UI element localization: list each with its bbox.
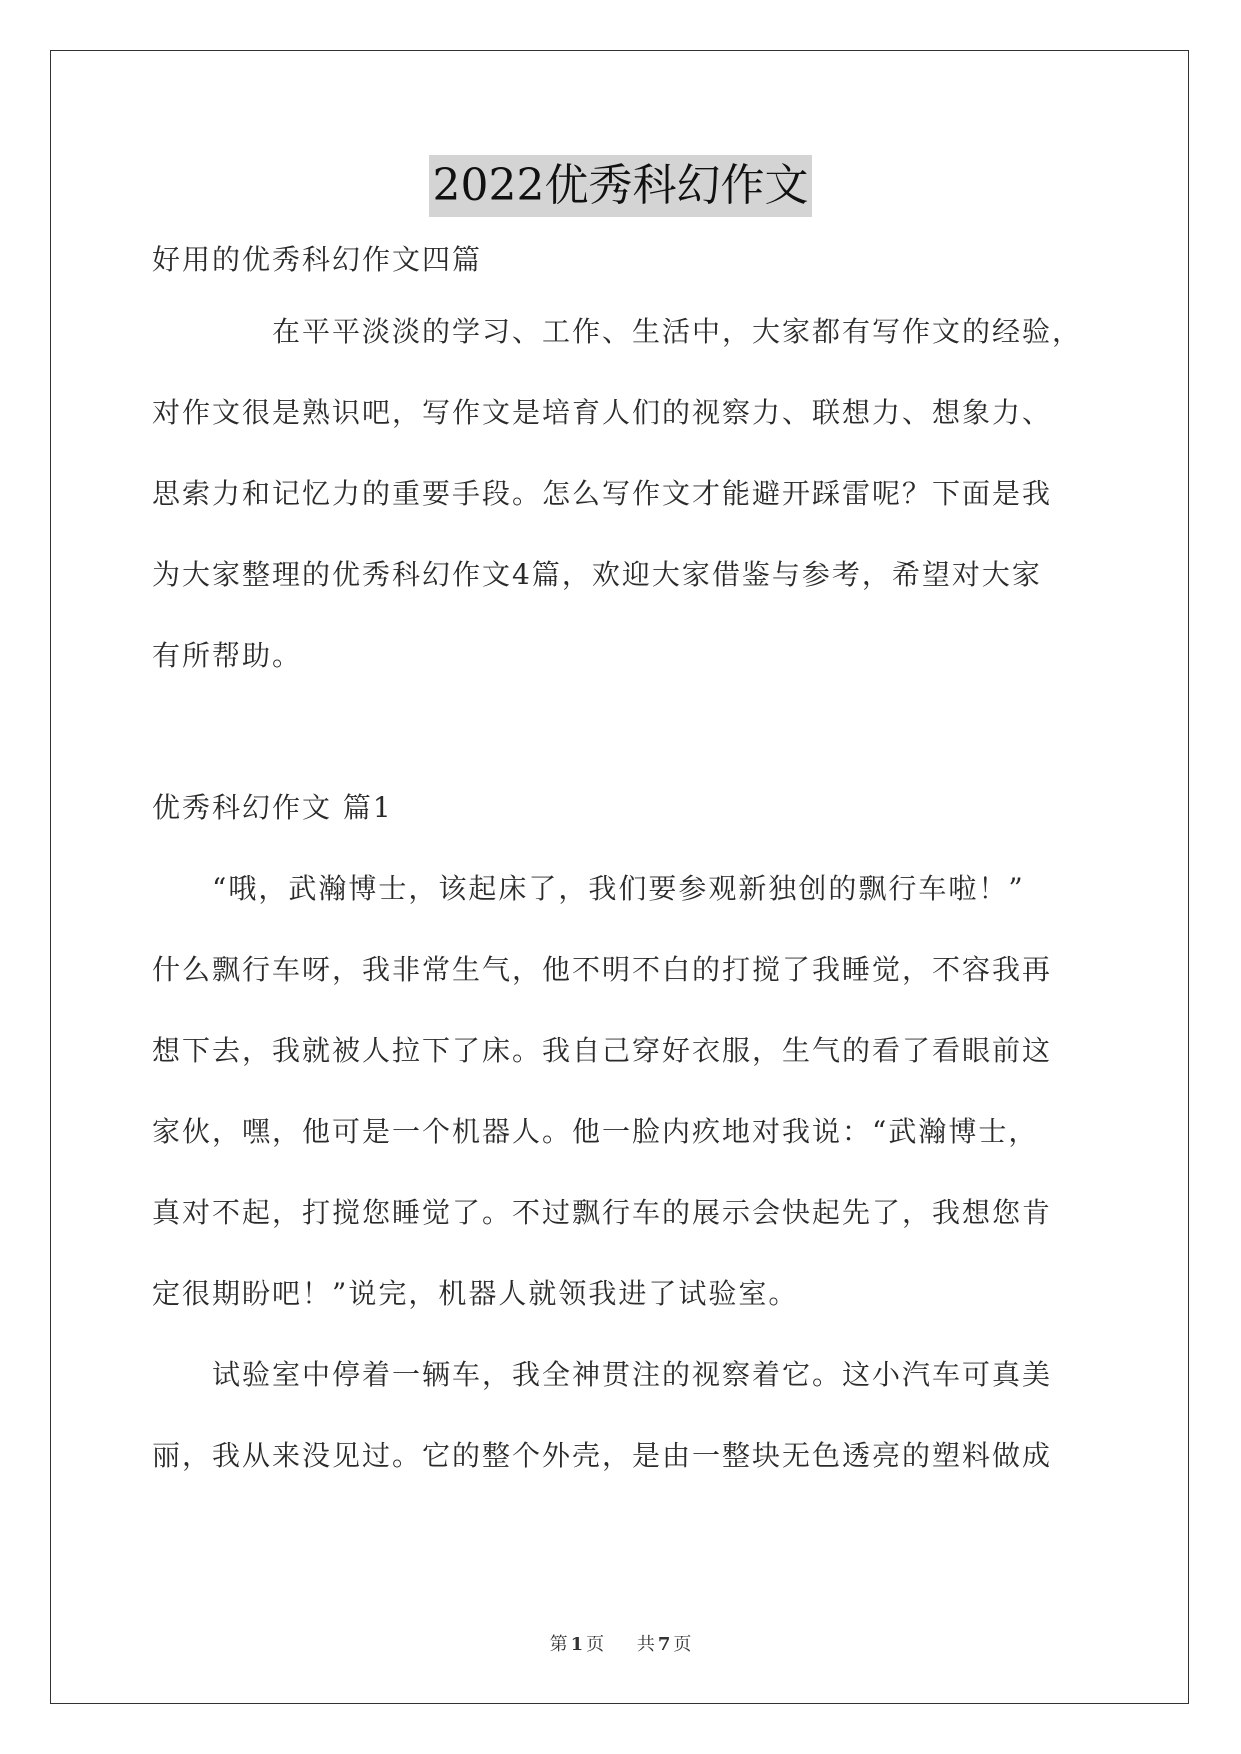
body-line: 对作文很是熟识吧，写作文是培育人们的视察力、联想力、想象力、 [152,396,1053,429]
body-line: 家伙，嘿，他可是一个机器人。他一脸内疚地对我说：“武瀚博士， [152,1115,1039,1148]
body-line: 为大家整理的优秀科幻作文4篇，欢迎大家借鉴与参考，希望对大家 [152,558,1042,591]
title-wrapper [0,155,1241,217]
body-line: 真对不起，打搅您睡觉了。不过飘行车的展示会快起先了，我想您肯 [152,1196,1053,1229]
page-footer [0,1630,1241,1656]
body-line: 试验室中停着一辆车，我全神贯注的视察着它。这小汽车可真美 [152,1358,1053,1391]
subtitle-line: 好用的优秀科幻作文四篇 [152,243,483,276]
page-suffix: 页 [586,1634,605,1655]
total-pages: 7 [657,1634,671,1655]
document-title: 2022优秀科幻作文 [429,155,813,217]
body-line: 定很期盼吧！”说完，机器人就领我进了试验室。 [152,1277,799,1310]
body-line: 思索力和记忆力的重要手段。怎么写作文才能避开踩雷呢？下面是我 [152,477,1053,510]
body-line: 有所帮助。 [152,639,303,672]
body-line: “哦，武瀚博士，该起床了，我们要参观新独创的飘行车啦！” [152,872,1025,905]
body-line: 丽，我从来没见过。它的整个外壳，是由一整块无色透亮的塑料做成 [152,1439,1053,1472]
page-number: 1 [570,1634,584,1655]
body-line: 在平平淡淡的学习、工作、生活中，大家都有写作文的经验， [152,315,1083,348]
total-indicator [634,1634,695,1655]
page-indicator [547,1634,608,1655]
body-line: 什么飘行车呀，我非常生气，他不明不白的打搅了我睡觉，不容我再 [152,953,1053,986]
section-heading: 优秀科幻作文 篇1 [152,791,393,824]
page-prefix: 第 [549,1634,568,1655]
body-line: 想下去，我就被人拉下了床。我自己穿好衣服，生气的看了看眼前这 [152,1034,1053,1067]
total-suffix: 页 [673,1634,692,1655]
total-prefix: 共 [636,1634,655,1655]
